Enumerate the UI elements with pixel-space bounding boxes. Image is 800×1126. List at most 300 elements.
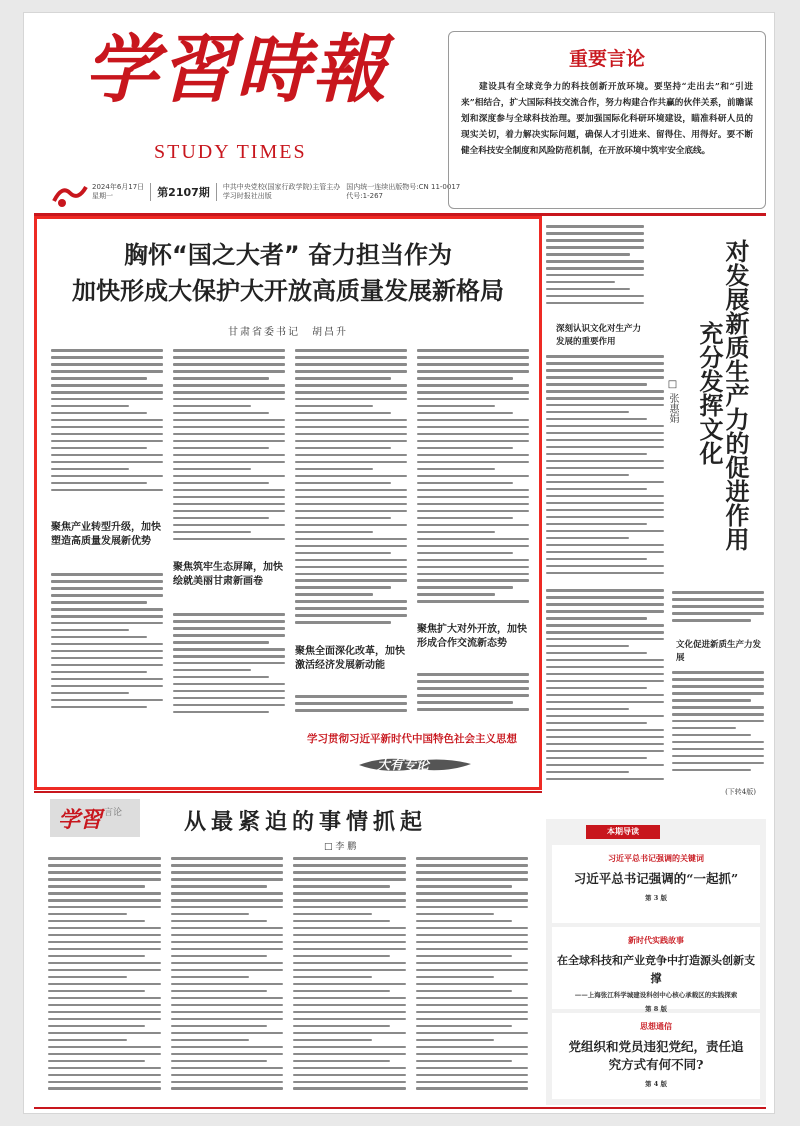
text-line: [417, 579, 529, 582]
lead-body-columns: [51, 349, 529, 719]
text-line: [546, 302, 644, 305]
text-line: [171, 906, 284, 909]
text-line: [416, 871, 529, 874]
text-line: [293, 1039, 372, 1042]
newspaper-page: [23, 12, 775, 1114]
text-line: [171, 885, 268, 888]
masthead-title: 学習時報: [84, 27, 388, 113]
text-line: [51, 643, 163, 646]
lead-body-text: [173, 349, 285, 545]
text-line: [51, 377, 147, 380]
text-line: [48, 878, 161, 881]
text-line: [295, 579, 407, 582]
text-line: [417, 694, 529, 697]
text-line: [672, 685, 764, 688]
text-line: [293, 1053, 406, 1056]
text-line: [48, 864, 161, 867]
text-line: [295, 363, 407, 366]
text-line: [51, 447, 147, 450]
text-line: [295, 586, 391, 589]
text-line: [295, 538, 407, 541]
text-line: [295, 412, 391, 415]
text-line: [48, 906, 161, 909]
text-line: [173, 669, 251, 672]
text-line: [295, 419, 407, 422]
text-line: [416, 948, 529, 951]
lead-body-text: [51, 349, 163, 501]
text-line: [51, 475, 163, 478]
text-line: [51, 363, 163, 366]
text-line: [546, 680, 664, 683]
text-line: [173, 461, 285, 464]
text-line: [48, 969, 161, 972]
text-line: [546, 687, 647, 690]
text-line: [293, 1046, 406, 1049]
text-line: [48, 1053, 161, 1056]
text-line: [546, 673, 664, 676]
text-line: [417, 419, 529, 422]
text-line: [295, 356, 407, 359]
lead-column-2: [173, 349, 285, 719]
text-line: [51, 370, 163, 373]
guide-item-kicker: 思想通信: [640, 1021, 672, 1031]
text-line: [171, 990, 268, 993]
text-line: [295, 391, 407, 394]
text-line: [546, 652, 647, 655]
text-line: [48, 1087, 161, 1090]
text-line: [48, 857, 161, 860]
lead-author: 甘肃省委书记 胡昌升: [228, 327, 348, 338]
text-line: [293, 1067, 406, 1070]
text-line: [171, 878, 284, 881]
text-line: [417, 461, 529, 464]
text-line: [417, 391, 529, 394]
right-body-text: [546, 589, 664, 785]
text-line: [295, 496, 407, 499]
text-line: [295, 468, 373, 471]
guide-item-title: 习近平总书记强调的“一起抓”: [573, 871, 739, 886]
text-line: [293, 1025, 390, 1028]
text-line: [416, 920, 513, 923]
text-line: [546, 267, 644, 270]
text-line: [295, 695, 407, 698]
text-line: [546, 232, 644, 235]
text-line: [417, 531, 495, 534]
text-line: [48, 1039, 127, 1042]
text-line: [171, 1053, 284, 1056]
text-line: [546, 757, 647, 760]
text-line: [173, 538, 285, 541]
text-line: [417, 454, 529, 457]
text-line: [295, 482, 391, 485]
text-line: [546, 750, 664, 753]
text-line: [48, 1046, 161, 1049]
text-line: [171, 955, 268, 958]
text-line: [171, 1025, 268, 1028]
text-line: [293, 990, 390, 993]
text-line: [51, 412, 147, 415]
text-line: [173, 510, 285, 513]
text-line: [173, 690, 285, 693]
text-line: [416, 941, 529, 944]
text-line: [293, 878, 406, 881]
text-line: [173, 648, 285, 651]
text-line: [672, 699, 751, 702]
text-line: [48, 955, 145, 958]
text-line: [417, 489, 529, 492]
text-line: [546, 425, 664, 428]
text-line: [173, 447, 269, 450]
text-line: [51, 461, 163, 464]
text-line: [416, 913, 495, 916]
text-line: [417, 600, 529, 603]
text-line: [171, 934, 284, 937]
text-line: [171, 941, 284, 944]
text-line: [672, 755, 764, 758]
lead-body-text: [295, 349, 407, 635]
text-line: [416, 1087, 529, 1090]
cn-number: 国内统一连续出版物号:CN 11-0017: [346, 183, 461, 191]
text-line: [546, 610, 664, 613]
text-line: [546, 467, 664, 470]
text-line: [173, 398, 285, 401]
lead-subhead-2: 聚焦筑牢生态屏障，加快绘就美丽甘肃新画卷: [173, 562, 283, 587]
lead-body-text: [417, 673, 529, 719]
text-line: [546, 446, 664, 449]
text-line: [417, 586, 513, 589]
right-subhead-1: 深刻认识文化对生产力发展的重要作用: [556, 324, 642, 347]
text-line: [51, 622, 163, 625]
text-line: [416, 934, 529, 937]
lead-subhead-1: 聚焦产业转型升级，加快塑造高质量发展新优势: [51, 522, 161, 547]
text-line: [51, 657, 163, 660]
text-line: [51, 398, 163, 401]
text-line: [171, 962, 284, 965]
text-line: [416, 1046, 529, 1049]
publisher-line: 中共中央党校(国家行政学院)主管主办: [222, 183, 341, 191]
continued-note: (下转4版): [725, 788, 756, 796]
text-line: [48, 1032, 161, 1035]
text-line: [672, 671, 764, 674]
text-line: [546, 253, 630, 256]
text-line: [417, 566, 529, 569]
lead-article[interactable]: [34, 216, 542, 790]
text-line: [416, 1039, 495, 1042]
text-line: [546, 603, 664, 606]
text-line: [293, 941, 406, 944]
masthead-english: STUDY TIMES: [154, 141, 307, 163]
text-line: [51, 664, 163, 667]
text-line: [416, 864, 529, 867]
text-line: [417, 482, 513, 485]
bottom-article-author: □ 李 鹏: [324, 842, 357, 852]
text-line: [48, 899, 161, 902]
text-line: [295, 475, 407, 478]
lead-subhead-4: 聚焦扩大对外开放，加快形成合作交流新态势: [417, 624, 527, 649]
text-line: [51, 426, 163, 429]
guide-item-2[interactable]: [552, 927, 760, 1013]
text-line: [546, 729, 664, 732]
guide-item-title: 在全球科技和产业竞争中打造源头创新支撑: [557, 954, 755, 985]
text-line: [171, 997, 284, 1000]
right-body-text: [672, 671, 764, 779]
bottom-body-text: [416, 857, 529, 1099]
text-line: [295, 559, 407, 562]
text-line: [546, 736, 664, 739]
text-line: [416, 1011, 529, 1014]
text-line: [173, 440, 285, 443]
text-line: [672, 598, 764, 601]
right-title-line1: 对发展新质生产力的促进作用: [721, 239, 750, 551]
text-line: [546, 537, 629, 540]
text-line: [51, 685, 163, 688]
text-line: [295, 454, 407, 457]
text-line: [417, 496, 529, 499]
guide-item-page: 第 8 版: [644, 1005, 668, 1013]
text-line: [295, 433, 407, 436]
text-line: [416, 885, 513, 888]
text-line: [546, 551, 664, 554]
text-line: [416, 997, 529, 1000]
text-line: [293, 1032, 406, 1035]
guide-item-page: 第 3 版: [644, 894, 668, 902]
text-line: [546, 246, 644, 249]
text-line: [416, 955, 513, 958]
text-line: [173, 433, 285, 436]
bottom-body-text: [48, 857, 161, 1099]
issue-weekday: 星期一: [92, 192, 113, 200]
text-line: [173, 676, 269, 679]
text-line: [546, 355, 664, 358]
text-line: [51, 692, 129, 695]
text-line: [546, 715, 664, 718]
text-line: [546, 432, 664, 435]
text-line: [546, 502, 664, 505]
text-line: [417, 503, 529, 506]
bottom-body-text: [293, 857, 406, 1099]
text-line: [173, 503, 285, 506]
text-line: [173, 704, 285, 707]
text-line: [51, 594, 163, 597]
text-line: [295, 573, 407, 576]
text-line: [546, 225, 644, 228]
text-line: [173, 517, 269, 520]
text-line: [51, 468, 129, 471]
text-line: [672, 727, 736, 730]
text-line: [48, 920, 145, 923]
text-line: [416, 906, 529, 909]
text-line: [546, 295, 644, 298]
text-line: [295, 524, 407, 527]
guide-item-1[interactable]: [552, 845, 760, 923]
text-line: [173, 627, 285, 630]
text-line: [417, 433, 529, 436]
text-line: [417, 426, 529, 429]
text-line: [546, 274, 644, 277]
text-line: [546, 495, 664, 498]
text-line: [51, 587, 163, 590]
text-line: [293, 976, 372, 979]
text-line: [48, 1025, 145, 1028]
text-line: [417, 384, 529, 387]
text-line: [173, 613, 285, 616]
text-line: [546, 544, 664, 547]
text-line: [48, 934, 161, 937]
publisher-line-2: 学习时报社出版: [222, 192, 272, 200]
text-line: [173, 489, 285, 492]
text-line: [416, 1074, 529, 1077]
text-line: [173, 405, 251, 408]
text-line: [293, 955, 390, 958]
text-line: [417, 573, 529, 576]
text-line: [51, 650, 163, 653]
right-article[interactable]: [546, 219, 764, 797]
text-line: [171, 1004, 284, 1007]
text-line: [546, 418, 647, 421]
text-line: [295, 349, 407, 352]
text-line: [173, 468, 251, 471]
text-line: [416, 899, 529, 902]
text-line: [417, 468, 495, 471]
guide-item-subtitle: ——上海张江科学城建设科创中心核心承载区的实践探索: [574, 991, 738, 999]
text-line: [416, 976, 495, 979]
text-line: [417, 687, 529, 690]
text-line: [295, 370, 407, 373]
text-line: [48, 1067, 161, 1070]
right-subhead-2: 文化促进新质生产力发展: [676, 640, 762, 663]
text-line: [546, 530, 664, 533]
quote-title: 重要言论: [568, 48, 645, 70]
text-line: [546, 516, 664, 519]
text-line: [51, 608, 163, 611]
text-line: [48, 871, 161, 874]
text-line: [173, 426, 285, 429]
text-line: [546, 404, 664, 407]
text-line: [672, 706, 764, 709]
text-line: [672, 720, 764, 723]
text-line: [293, 962, 406, 965]
text-line: [295, 405, 373, 408]
issue-date: 2024年6月17日: [92, 183, 145, 191]
text-line: [48, 948, 161, 951]
text-line: [171, 1087, 284, 1090]
issue-number: 第2107期: [157, 185, 210, 199]
text-line: [546, 281, 615, 284]
text-line: [417, 680, 529, 683]
text-line: [171, 1011, 284, 1014]
text-line: [295, 384, 407, 387]
text-line: [417, 517, 513, 520]
text-line: [546, 239, 644, 242]
lead-banner: 学习贯彻习近平新时代中国特色社会主义思想: [307, 733, 517, 745]
text-line: [171, 1067, 284, 1070]
newspaper-logo-icon: [52, 181, 88, 209]
text-line: [173, 391, 285, 394]
text-line: [48, 927, 161, 930]
text-line: [171, 1046, 284, 1049]
text-line: [546, 523, 647, 526]
text-line: [416, 990, 513, 993]
text-line: [51, 489, 163, 492]
text-line: [173, 356, 285, 359]
text-line: [171, 899, 284, 902]
text-line: [51, 671, 147, 674]
text-line: [546, 558, 647, 561]
text-line: [295, 489, 407, 492]
text-line: [546, 481, 664, 484]
text-line: [48, 913, 127, 916]
text-line: [546, 708, 629, 711]
text-line: [51, 601, 147, 604]
text-line: [293, 906, 406, 909]
text-line: [546, 260, 644, 263]
text-line: [416, 1025, 513, 1028]
text-line: [672, 762, 764, 765]
text-line: [51, 384, 163, 387]
text-line: [295, 552, 391, 555]
text-line: [416, 878, 529, 881]
text-line: [51, 482, 147, 485]
text-line: [295, 398, 407, 401]
guide-item-kicker: 习近平总书记强调的关键词: [608, 853, 704, 863]
right-title-line2: 充分发挥文化: [695, 321, 724, 465]
text-line: [173, 454, 285, 457]
text-line: [48, 962, 161, 965]
text-line: [51, 706, 147, 709]
text-line: [416, 1053, 529, 1056]
text-line: [672, 612, 764, 615]
text-line: [417, 412, 513, 415]
text-line: [173, 697, 285, 700]
lead-subhead-3: 聚焦全面深化改革，加快激活经济发展新动能: [295, 646, 405, 671]
text-line: [171, 927, 284, 930]
text-line: [672, 734, 751, 737]
text-line: [48, 976, 127, 979]
text-line: [295, 377, 391, 380]
guide-item-3[interactable]: [552, 1013, 760, 1099]
text-line: [171, 976, 250, 979]
text-line: [546, 565, 664, 568]
text-line: [48, 941, 161, 944]
text-line: [173, 363, 285, 366]
text-line: [417, 405, 495, 408]
text-line: [546, 624, 664, 627]
text-line: [293, 1074, 406, 1077]
text-line: [295, 593, 373, 596]
text-line: [48, 892, 161, 895]
column-tag: 大有专论: [377, 758, 430, 773]
text-line: [48, 983, 161, 986]
text-line: [546, 722, 647, 725]
text-line: [173, 384, 285, 387]
text-line: [417, 398, 529, 401]
text-line: [293, 871, 406, 874]
text-line: [672, 591, 764, 594]
text-line: [295, 461, 407, 464]
text-line: [51, 636, 147, 639]
bottom-article[interactable]: [34, 791, 542, 1107]
text-line: [293, 920, 390, 923]
text-line: [417, 538, 529, 541]
text-line: [546, 362, 664, 365]
text-line: [295, 600, 407, 603]
text-line: [417, 377, 513, 380]
text-line: [171, 913, 250, 916]
text-line: [546, 659, 664, 662]
text-line: [48, 997, 161, 1000]
text-line: [295, 503, 407, 506]
text-line: [546, 631, 664, 634]
